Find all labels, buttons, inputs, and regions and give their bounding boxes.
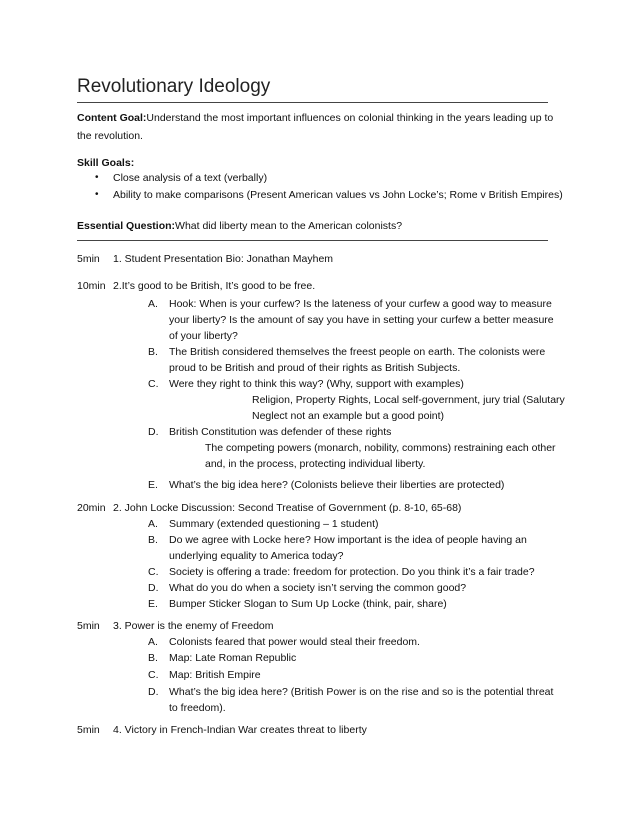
list-marker: D. (148, 582, 159, 594)
section-time: 5min (77, 620, 100, 632)
list-item-text: Were they right to think this way? (Why, support with examples) (169, 378, 464, 390)
content-goal (77, 110, 553, 126)
list-marker: B. (148, 346, 158, 358)
section-heading: 2.It’s good to be British, It’s good to be free. (113, 280, 316, 292)
list-item-text: Bumper Sticker Slogan to Sum Up Locke (think, pair, share) (169, 598, 447, 610)
content-goal-text-cont: the revolution. (77, 130, 143, 142)
list-marker: C. (148, 378, 159, 390)
skill-goal-item: Ability to make comparisons (Present American values vs John Locke’s; Rome v British Empires) (113, 189, 563, 201)
list-item-text: What do you do when a society isn’t serving the common good? (169, 582, 467, 594)
section-time: 20min (77, 502, 106, 514)
page-title: Revolutionary Ideology (77, 76, 271, 97)
list-marker: E. (148, 598, 158, 610)
title-divider (77, 102, 548, 103)
list-marker: C. (148, 566, 159, 578)
essential-question-text: What did liberty mean to the American colonists? (175, 220, 403, 232)
section-time: 10min (77, 280, 106, 292)
bullet-icon: • (95, 172, 99, 183)
list-marker: E. (148, 479, 158, 491)
essential-question-divider (77, 240, 548, 241)
list-item-text: proud to be British and proud of their rights as British Subjects. (169, 362, 461, 374)
list-item-text: Map: Late Roman Republic (169, 652, 297, 664)
list-item-text: your liberty? Is the amount of say you have in setting your curfew a better measure (169, 314, 554, 326)
list-item-text: Summary (extended questioning – 1 student) (169, 518, 379, 530)
list-item-subtext: Neglect not an example but a good point) (252, 410, 445, 422)
list-item-text: underlying equality to America today? (169, 550, 344, 562)
list-item-subtext: and, in the process, protecting individual liberty. (205, 458, 426, 470)
skill-goals-label: Skill Goals: (77, 157, 135, 169)
section-heading: 1. Student Presentation Bio: Jonathan Mayhem (113, 253, 334, 265)
list-item-text: Society is offering a trade: freedom for protection. Do you think it’s a fair trade? (169, 566, 535, 578)
list-item-subtext: Religion, Property Rights, Local self-government, jury trial (Salutary (252, 394, 565, 406)
section-heading: 4. Victory in French-Indian War creates threat to liberty (113, 724, 367, 736)
list-marker: D. (148, 686, 159, 698)
list-item-text: Do we agree with Locke here? How important is the idea of people having an (169, 534, 527, 546)
bullet-icon: • (95, 189, 99, 200)
list-item-text: to freedom). (169, 702, 226, 714)
list-item-text: The British considered themselves the freest people on earth. The colonists were (169, 346, 546, 358)
list-item-text: What’s the big idea here? (Colonists believe their liberties are protected) (169, 479, 505, 491)
list-marker: A. (148, 298, 158, 310)
list-item-text: Colonists feared that power would steal their freedom. (169, 636, 420, 648)
section-heading: 3. Power is the enemy of Freedom (113, 620, 274, 632)
list-item-text: Map: British Empire (169, 669, 261, 681)
content-goal-label: Content Goal: (77, 112, 147, 124)
section-time: 5min (77, 724, 100, 736)
list-marker: B. (148, 534, 158, 546)
skill-goal-item: Close analysis of a text (verbally) (113, 172, 268, 184)
section-heading: 2. John Locke Discussion: Second Treatise of Government (p. 8-10, 65-68) (113, 502, 462, 514)
list-item-text: Hook: When is your curfew? Is the lateness of your curfew a good way to measure (169, 298, 552, 310)
section-time: 5min (77, 253, 100, 265)
list-item-text: What’s the big idea here? (British Power is on the rise and so is the potential threat (169, 686, 554, 698)
list-item-subtext: The competing powers (monarch, nobility, commons) restraining each other (205, 442, 556, 454)
list-marker: C. (148, 669, 159, 681)
essential-question-label: Essential Question: (77, 220, 176, 232)
list-marker: D. (148, 426, 159, 438)
essential-question (77, 218, 402, 234)
list-marker: B. (148, 652, 158, 664)
list-marker: A. (148, 636, 158, 648)
list-marker: A. (148, 518, 158, 530)
list-item-text: British Constitution was defender of these rights (169, 426, 392, 438)
list-item-text: of your liberty? (169, 330, 238, 342)
content-goal-text: Understand the most important influences on colonial thinking in the years leading up to (146, 112, 554, 124)
